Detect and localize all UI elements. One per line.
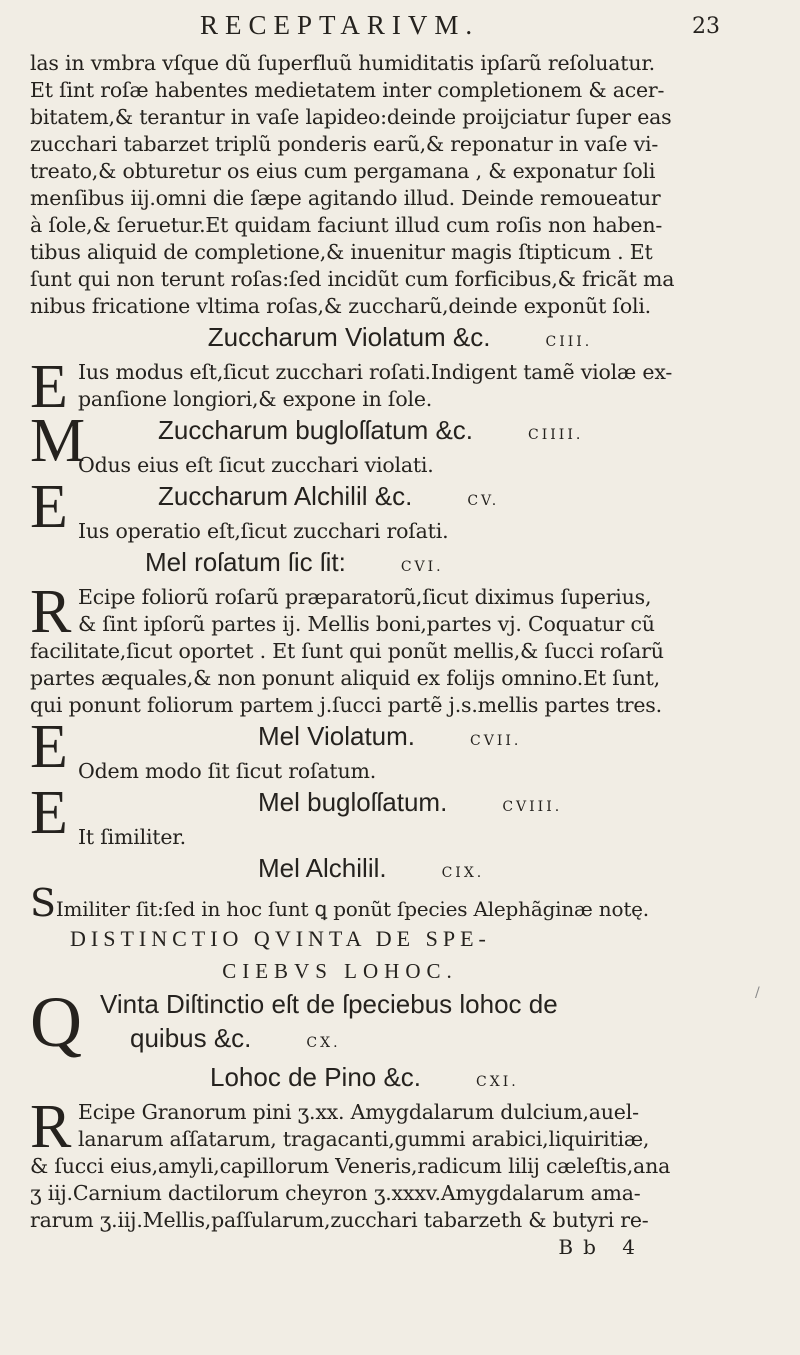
section-paragraph xyxy=(30,779,770,851)
text-line: bitatem,& terantur in vaſe lapideo:deinde proijciatur ſuper eas xyxy=(30,105,672,129)
section-title: quibus &c. xyxy=(130,1023,252,1053)
section-heading: Vinta Diſtinctio eſt de ſpeciebus lohoc de xyxy=(100,989,558,1019)
section-number: CXI. xyxy=(476,1074,519,1090)
text-line: Ecipe Granorum pini ʒ.xx. Amygdalarum dulcium,auel- xyxy=(78,1100,639,1124)
text-line: & ſint ipſorũ partes ij. Mellis boni,partes vj. Coquatur cũ xyxy=(78,612,655,636)
section-title: Mel Alchilil. xyxy=(258,853,387,883)
text-line: Ius operatio eſt,ſicut zucchari roſati. xyxy=(78,519,449,543)
section-title: Mel Violatum. xyxy=(258,721,416,751)
text-line: & ſucci eius,amyli,capillorum Veneris,radicum lilij cæleſtis,ana xyxy=(30,1154,671,1178)
drop-cap: E xyxy=(30,353,68,421)
section-title: Zuccharum bugloſſatum &c. xyxy=(158,415,474,445)
section-paragraph xyxy=(30,982,770,1099)
text-line-content: Imiliter ſit:ſed in hoc ſunt ꝗ ponũt ſpecies Alephãginæ notę. xyxy=(55,897,649,921)
section-number: CIX. xyxy=(441,865,485,881)
section-number: CVII. xyxy=(470,733,522,749)
text-line: rarum ʒ.iij.Mellis,paſſularum,zucchari tabarzeth & butyri re- xyxy=(30,1208,649,1232)
section-number: CVIII. xyxy=(502,799,563,815)
text-line: panſione longiori,& expone in ſole. xyxy=(78,387,433,411)
section-number: CIII. xyxy=(545,334,593,350)
section-heading xyxy=(78,785,770,824)
folio-number: 23 xyxy=(692,14,720,39)
margin-mark: / xyxy=(755,985,760,1001)
text-line: zucchari tabarzet triplũ ponderis earũ,& reponatur in vaſe vi- xyxy=(30,132,659,156)
text-line: qui ponunt foliorum partem j.ſucci partẽ j.s.mellis partes tres. xyxy=(30,693,662,717)
section-number: CV. xyxy=(467,493,500,509)
text-line: facilitate,ſicut oportet . Et ſunt qui ponũt mellis,& ſucci roſarũ xyxy=(30,639,664,663)
section-paragraph xyxy=(30,353,770,421)
drop-cap: E xyxy=(30,473,68,541)
page-header xyxy=(200,10,720,44)
drop-cap: E xyxy=(30,713,68,781)
section-paragraph xyxy=(30,578,770,646)
section-heading xyxy=(78,719,770,758)
section-number: CX. xyxy=(306,1035,341,1051)
section-heading xyxy=(30,851,770,890)
text-body xyxy=(30,50,770,1234)
section-heading xyxy=(78,479,770,518)
section-title: Mel bugloſſatum. xyxy=(258,787,448,817)
section-paragraph xyxy=(30,473,770,545)
text-line: Odem modo ſit ſicut roſatum. xyxy=(78,759,377,783)
text-line: lanarum aſſatarum, tragacanti,gummi arabici,liquiritiæ, xyxy=(78,1127,650,1151)
section-title: Lohoc de Pino &c. xyxy=(210,1062,422,1092)
intro-text xyxy=(30,50,770,320)
text-line: ſunt qui non terunt roſas:ſed incidũt cum forficibus,& fricãt ma xyxy=(30,267,675,291)
section-paragraph xyxy=(30,713,770,785)
text-line: partes æquales,& non ponunt aliquid ex folijs omnino.Et ſunt, xyxy=(30,666,660,690)
section-heading xyxy=(100,1021,770,1060)
drop-cap: R xyxy=(30,1093,72,1161)
text-line: It ſimiliter. xyxy=(78,825,186,849)
section-heading xyxy=(78,413,770,452)
distinctio-title: DISTINCTIO QVINTA DE SPE- xyxy=(70,926,491,951)
drop-cap: S xyxy=(30,881,56,925)
drop-cap: E xyxy=(30,779,68,847)
section-heading xyxy=(30,545,770,584)
text-line: Ecipe foliorũ roſarũ præparatorũ,ſicut diximus ſuperius, xyxy=(78,585,652,609)
text-line: à ſole,& ſeruetur.Et quidam faciunt illud cum roſis non haben- xyxy=(30,213,663,237)
text-line: las in vmbra vſque dũ ſuperfluũ humiditatis ipſarũ reſoluatur. xyxy=(30,51,655,75)
running-head: RECEPTARIVM. xyxy=(200,10,480,40)
text-line: ʒ iij.Carnium dactilorum cheyron ʒ.xxxv.Amygdalarum ama- xyxy=(30,1181,641,1205)
section-heading xyxy=(30,320,770,359)
text-line: Ius modus eſt,ſicut zucchari roſati.Indigent tamẽ violæ ex- xyxy=(78,360,673,384)
text-line: Et ſint roſæ habentes medietatem inter completionem & acer- xyxy=(30,78,665,102)
section-paragraph xyxy=(30,851,770,923)
text-line: Odus eius eſt ſicut zucchari violati. xyxy=(78,453,434,477)
drop-cap: R xyxy=(30,578,72,646)
text-line: menſibus iij.omni die ſæpe agitando illud. Deinde remoueatur xyxy=(30,186,661,210)
section-title: Zuccharum Violatum &c. xyxy=(207,322,491,352)
text-line: nibus fricatione vltima roſas,& zuccharũ,deinde exponũt ſoli. xyxy=(30,294,651,318)
section-paragraph xyxy=(30,1093,770,1161)
section-title: Mel roſatum ſic ſit: xyxy=(145,547,346,577)
signature-mark: Bb 4 xyxy=(558,1235,645,1259)
section-number: CVI. xyxy=(400,559,444,575)
text-line xyxy=(30,881,770,925)
section-title: Zuccharum Alchilil &c. xyxy=(158,481,413,511)
text-line: tibus aliquid de completione,& inuenitur magis ſtipticum . Et xyxy=(30,240,653,264)
drop-cap: M xyxy=(30,407,86,475)
distinctio-subtitle: CIEBVS LOHOC. xyxy=(222,959,458,983)
section-heading xyxy=(100,1060,770,1099)
drop-cap: Q xyxy=(30,982,82,1062)
section-paragraph xyxy=(30,407,770,479)
section-number: CIIII. xyxy=(528,427,584,443)
text-line: treato,& obturetur os eius cum pergamana , & exponatur ſoli xyxy=(30,159,656,183)
